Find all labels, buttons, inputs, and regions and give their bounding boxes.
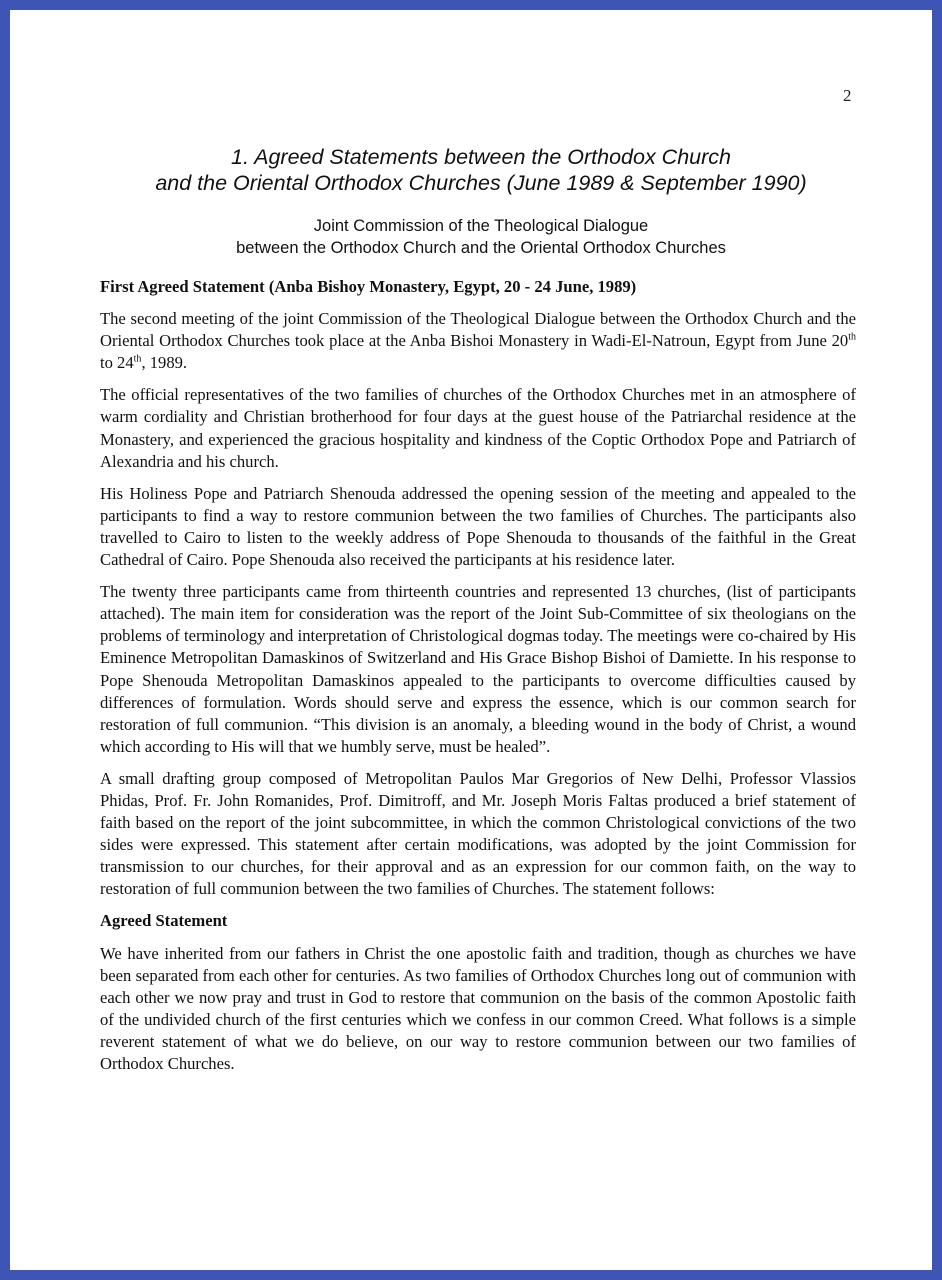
document-body — [100, 276, 856, 1085]
title-line-2: and the Oriental Orthodox Churches (June 1989 & September 1990) — [155, 171, 807, 195]
subtitle-line-1: Joint Commission of the Theological Dialogue — [313, 217, 649, 235]
paragraph-3: His Holiness Pope and Patriarch Shenouda addressed the opening session of the meeting and appealed to the participants to find a way to restore communion between the two families of Churches. The participants also travelled to Cairo to listen to the weekly address of Pope Shenouda to thousands of the faithful in the Great Cathedral of Cairo. Pope Shenouda also received the participants at his residence later. — [100, 483, 856, 570]
paragraph-2: The official representatives of the two families of churches of the Orthodox Churches met in an atmosphere of warm cordiality and Christian brotherhood for four days at the guest house of the Patriarchal residence at the Monastery, and experienced the gracious hospitality and kindness of the Coptic Orthodox Pope and Patriarch of Alexandria and his church. — [100, 385, 856, 471]
paragraph-4: The twenty three participants came from thirteenth countries and represented 13 churches, (list of participants attached). The main item for consideration was the report of the Joint Sub-Committee of six theologians on the problems of terminology and interpretation of Christological dogmas today. The meetings were co-chaired by His Eminence Metropolitan Damaskinos of Switzerland and His Grace Bishop Bishoi of Damiette. In his response to Pope Shenouda Metropolitan Damaskinos appealed to the participants to overcome difficulties caused by differences of formulation. Words should serve and express the essence, which is our common search for restoration of full communion. “This division is an anomaly, a bleeding wound in the body of Christ, a wound which according to His will that we humbly serve, must be healed”. — [100, 582, 856, 756]
subtitle-line-2: between the Orthodox Church and the Oriental Orthodox Churches — [236, 239, 726, 257]
title-line-1: 1. Agreed Statements between the Orthodox Church — [231, 145, 731, 169]
superscript-th-2: th — [133, 353, 142, 365]
paragraph-1-text-b: to 24 — [100, 353, 134, 373]
document-subtitle — [10, 215, 942, 259]
section-heading-first-agreed-statement: First Agreed Statement (Anba Bishoy Monastery, Egypt, 20 - 24 June, 1989) — [100, 277, 637, 296]
section-heading-agreed-statement: Agreed Statement — [100, 911, 228, 931]
paragraph-5: A small drafting group composed of Metropolitan Paulos Mar Gregorios of New Delhi, Professor Vlassios Phidas, Prof. Fr. John Romanides, Prof. Dimitroff, and Mr. Joseph Moris Faltas produced a brief statement of faith based on the report of the joint subcommittee, in which the common Christological convictions of the two sides were expressed. This statement after certain modifications, was adopted by the joint Commission for transmission to our churches, for their approval and as an expression for our common faith, on the way to restoration of full communion between the two families of Churches. The statement follows: — [100, 768, 856, 899]
paragraph-6: We have inherited from our fathers in Christ the one apostolic faith and tradition, though as churches we have been separated from each other for centuries. As two families of Orthodox Churches long out of communion with each other we now pray and trust in God to restore that communion on the basis of the common Apostolic faith of the undivided church of the first centuries which we confess in our common Creed. What follows is a simple reverent statement of what we do believe, on our way to restore communion between our two families of Orthodox Churches. — [100, 943, 856, 1073]
page-number: 2 — [843, 86, 852, 105]
superscript-th-1: th — [848, 331, 856, 343]
paragraph-1 — [100, 308, 856, 374]
document-title — [10, 144, 942, 196]
paragraph-1-text-c: , 1989. — [141, 353, 188, 373]
paragraph-1-text-a: The second meeting of the joint Commission of the Theological Dialogue between the Orthodox Church and the Oriental Orthodox Churches took place at the Anba Bishoi Monastery in Wadi-El-Natroun, Egypt from June 20 — [100, 309, 856, 351]
